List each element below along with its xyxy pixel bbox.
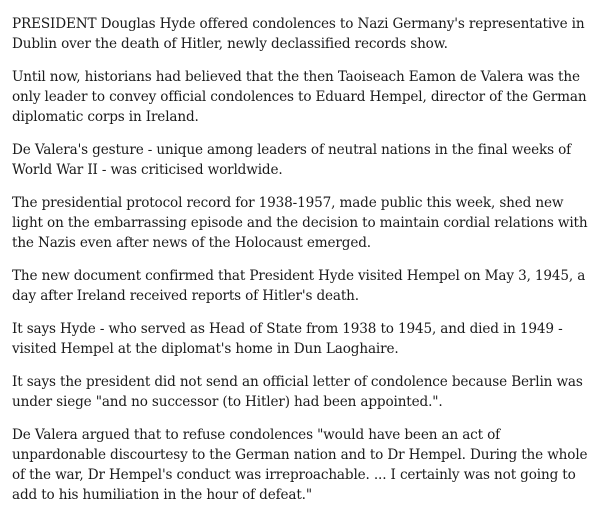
paragraph: It says the president did not send an official letter of condolence because Berlin was under siege "and no successor (to Hitler) had been appointed.". — [12, 374, 583, 410]
paragraph: It says Hyde - who served as Head of State from 1938 to 1945, and died in 1949 - visited Hempel at the diplomat's home in Dun Laoghaire. — [12, 321, 563, 357]
paragraph: The new document confirmed that President Hyde visited Hempel on May 3, 1945, a day after Ireland received reports of Hitler's death. — [12, 268, 586, 304]
paragraph: De Valera's gesture - unique among leaders of neutral nations in the final weeks of World War II - was criticised worldwide. — [12, 142, 572, 178]
paragraph: PRESIDENT Douglas Hyde offered condolences to Nazi Germany's representative in Dublin over the death of Hitler, newly declassified records show. — [12, 16, 585, 52]
paragraph: Until now, historians had believed that the then Taoiseach Eamon de Valera was the only leader to convey official condolences to Eduard Hempel, director of the German diplomatic corps in Ireland. — [12, 69, 587, 125]
paragraph: De Valera argued that to refuse condolences "would have been an act of unpardonable discourtesy to the German nation and to Dr Hempel. During the whole of the war, Dr Hempel's conduct was irreproachable. ... I certainly was not going to add to his humiliation in the hour of defeat." — [12, 427, 588, 503]
paragraph: The presidential protocol record for 1938-1957, made public this week, shed new light on the embarrassing episode and the decision to maintain cordial relations with the Nazis even after news of the Holocaust emerged. — [12, 195, 588, 251]
